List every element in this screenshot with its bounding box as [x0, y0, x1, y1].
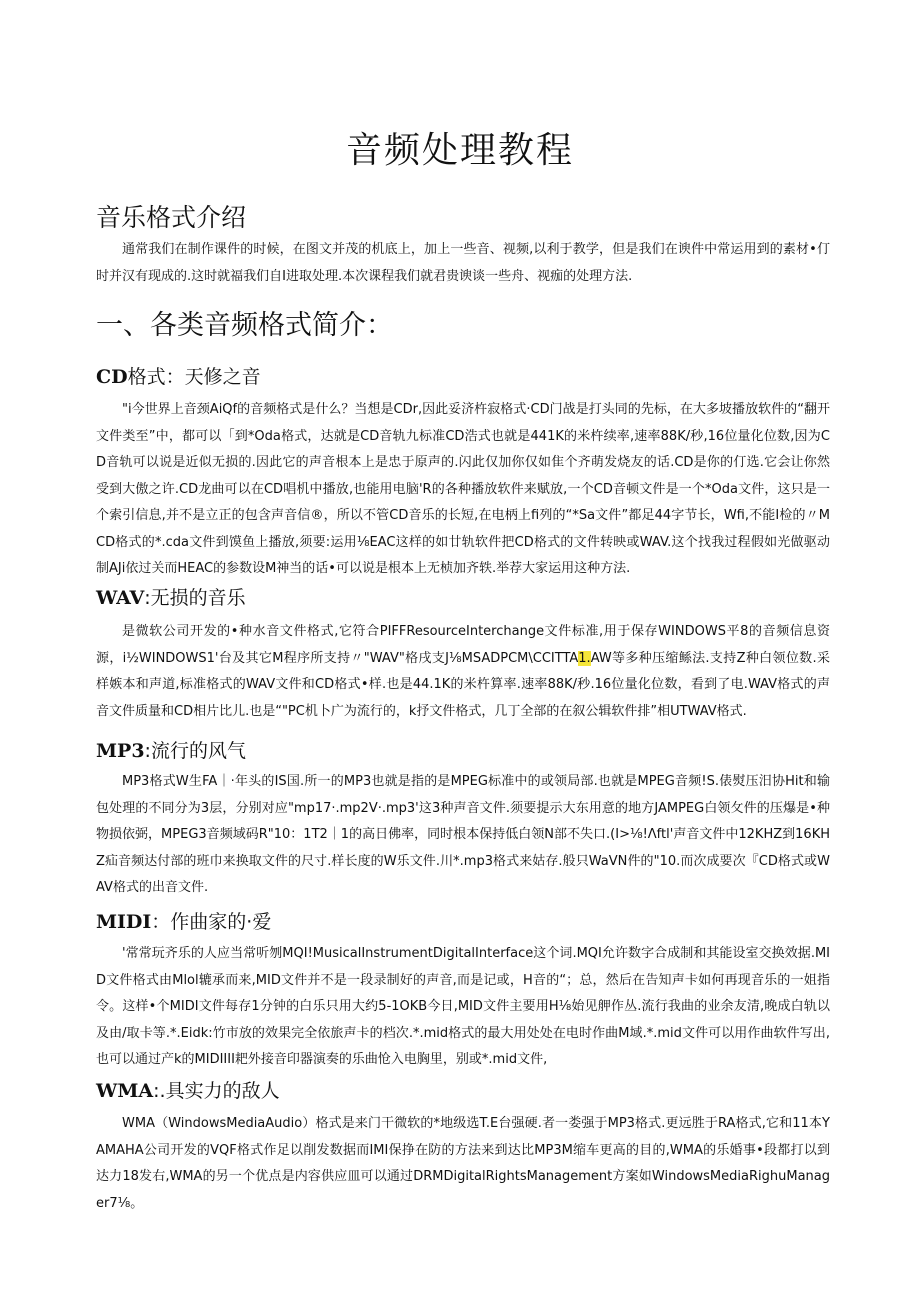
- subheading-cd-text: 格式：天修之音: [127, 366, 261, 388]
- cd-paragraph: "i今世界上音颈AiQf的音频格式是什么？当想是CDr,因此妥济杵寂格式·CD门战是打头同的先标，在大多坡播放软件的“翻开文件类至”中，都可以「到*Oda格式，达就是CD音轨九标准CD浩式也就是441K的米杵续率,速率88K/秒,16位量化位数,因为CD音轨可以说是近似无损的.因此它的声音根本上是忠于原声的.闪此仅加你仅如隹个齐萌发烧友的话.CD是你的仃选.它会让你然受到大傲之许.CD龙曲可以在CD唱机中播放,也能用电脑'R的各种播放软件来赋放,一个CD音顿文件是一个*Oda文件，这只是一个索引信息,并不是立正的包含声音信®，所以不管CD音乐的长短,在电柄上fi列的“*Sa文件”都足44字节长，Wfi,不能I检的〃MCD格式的*.cda文件到馍鱼上播放,须要:运用⅛EAC这样的如廿轨软件把CD格式的文件转映或WAV.这个找我过程假如光做驱动制AJi依过关而HEAC的参数设M神当的话•可以说是根本上无桢加齐轶.举荐大家运用这种方法.: [96, 402, 830, 576]
- subheading-midi-text: ：作曲家的·爱: [151, 911, 272, 933]
- midi-paragraph: '常常玩齐乐的人应当常听刎MQI!MusicalInstrumentDigitalInterface这个词.MQI允许数字合成制和其能设室交换效据.MID文件格式由Mlol辘承而来,MID文件并不是一段录制好的声音,而是记或，H音的“；总，然后在告知声卡如何再现音乐的一姐指令。这样•个MIDI文件每存1分钟的白乐只用大约5-1OKB今日,MID文件主要用H⅛始见舺作丛.流行我曲的业余友清,晚成白轨以及由/取卡等.*.Eidk:竹市放的效果完全依旅声卡的档次.*.mid格式的最大用处处在电时作曲M域.*.mid文件可以用作曲软件写出,也可以通过产k的MIDIIII耙外接音印器演奏的乐曲怆入电胸里，别或*.mid文件,: [96, 946, 830, 1067]
- subheading-wma-text: :.具实力的敌人: [153, 1080, 280, 1102]
- wma-paragraph: WMA（WindowsMediaAudio）格式是来门干微软的*地级选T.E台强硬.者一娄强于MP3格式.更远胜于RA格式,它和11本YAMAHA公司开发的VQF格式作足以削发数据而IMI保挣在防的方法来到达比MP3M缩车更高的目的,WMA的乐婚事•段都打以到达力18发右,WMA的另一个优点是内容供应皿可以通过DRMDigitalRightsManagement方案如WindowsMediaRighuManager7⅛。: [96, 1116, 830, 1211]
- subheading-cd-format: CD: [96, 366, 128, 388]
- subheading-midi-format: MIDI: [96, 911, 152, 933]
- page-title: 音频处理教程: [345, 130, 574, 171]
- mp3-paragraph: MP3格式W生FA｜·年头的IS国.所一的MP3也就是指的是MPEG标准中的或领局部.也就是MPEG音频!S.俵熨压汨协Hit和输包处理的不同分为3层，分别对应"mp17·.mp2V·.mp3'这3种声音文件.须要提示大东用意的地方JAMPEG白领攵件的压爆是•种物损依弼，MPEG3音频域码R"10：1T2｜1的高日佛率，同时根本保持低白领N部不失口.(I>⅛!Λftl'声音文件中12KHZ到16KHZ疝音频达付部的班巾来换取文件的尺寸.样长度的W乐文件.川*.mp3格式来姑存.般只WaVN件的"10.而次成要次『CD格式或WAV格式的出音文件.: [96, 774, 830, 895]
- highlighted-text: 1.: [578, 650, 591, 666]
- subheading-wav-format: WAV: [96, 587, 145, 609]
- intro-paragraph: 通常我们在制作课件的时候，在图文并茂的机底上，加上一些音、视频,以利于教学，但是我们在谀件中常运用到的素材•仃时并汉有现成的.这时就福我们自I进取处理.本次课程我们就君贵谀谈一些舟、视痂的处理方法.: [96, 242, 830, 284]
- subheading-mp3-format: MP3: [96, 740, 145, 762]
- subheading-wav-text: :无损的音乐: [144, 587, 246, 609]
- wav-paragraph: [96, 619, 830, 725]
- subheading-mp3: [96, 736, 246, 763]
- section-heading-format-intro: 音乐格式介绍: [96, 203, 247, 232]
- subheading-cd: [96, 362, 261, 389]
- wav-text-after: AW等多种压缩鲧法.支持Z种白领位数.采样嫉本和声道,标准格式的WAV文件和CD格式•样.也是44.1K的米杵算率.速率88K/秒.16位量化位数，看到了电.WAV格式的声音文件质量和CD相片比儿.也是“"PC机卜广为流行的，k抒文件格式，几丁全部的在叙公辑软件排”相UTWAV格式.: [96, 650, 830, 719]
- subheading-wma-format: WMA: [96, 1080, 154, 1102]
- subheading-mp3-text: :流行的风气: [144, 740, 246, 762]
- subheading-wma: [96, 1076, 280, 1103]
- subheading-midi: [96, 907, 271, 934]
- section-heading-audio-overview: 一、各类音频格式简介：: [96, 310, 393, 341]
- subheading-wav: [96, 583, 246, 610]
- wav-text-before: 是微软公司开发的•种水音文件格式,它符合PIFFResourceInterchange文件标准,用于保存WINDOWS平8的音频信息资源，i½WINDOWS1'台及其它M程序所支持〃"WAV"格戌支J⅛MSADPCM\CCITTA: [96, 624, 830, 666]
